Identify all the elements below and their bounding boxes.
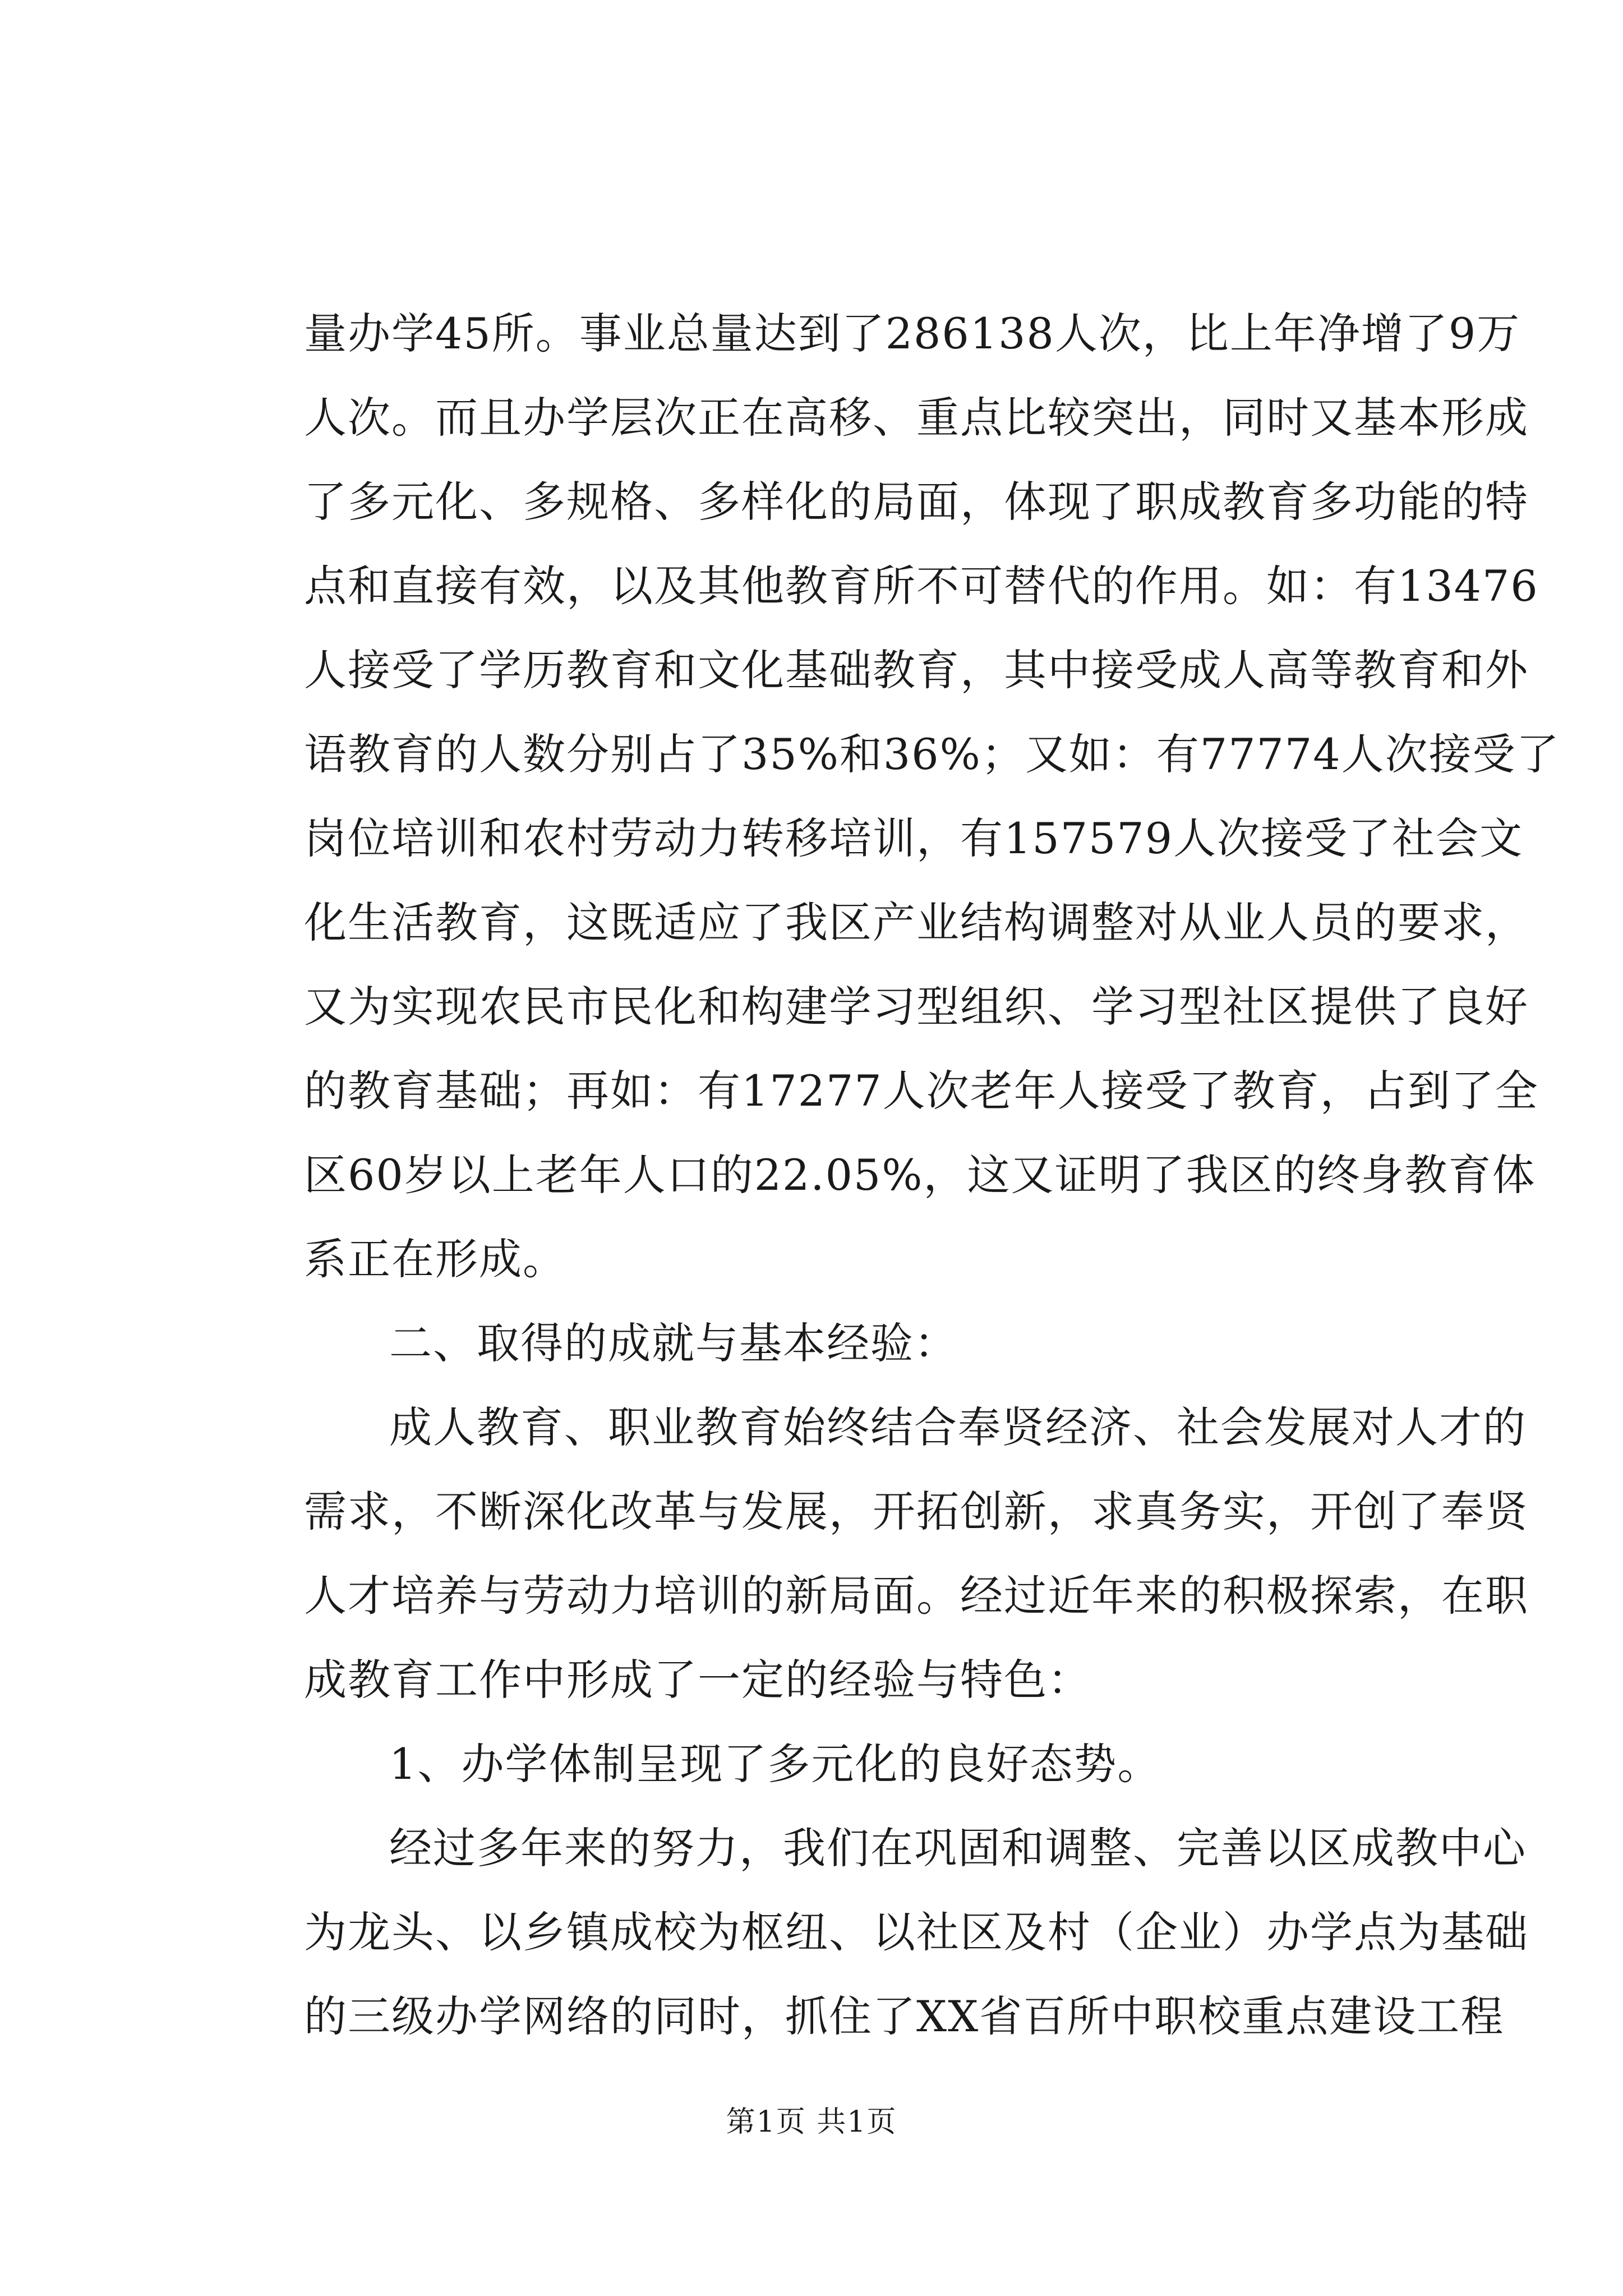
text-line: 成人教育、职业教育始终结合奉贤经济、社会发展对人才的 xyxy=(389,1402,1527,1452)
text-line: 点和直接有效，以及其他教育所不可替代的作用。如：有13476 xyxy=(304,561,1539,611)
text-line: 成教育工作中形成了一定的经验与特色： xyxy=(304,1655,1091,1705)
text-line: 人次。而且办学层次正在高移、重点比较突出，同时又基本形成 xyxy=(304,393,1529,443)
section-heading: 二、取得的成就与基本经验： xyxy=(389,1318,958,1368)
text-line: 经过多年来的努力，我们在巩固和调整、完善以区成教中心 xyxy=(389,1823,1527,1873)
text-line: 需求，不断深化改革与发展，开拓创新，求真务实，开创了奉贤 xyxy=(304,1487,1529,1536)
text-line: 区60岁以上老年人口的22.05%，这又证明了我区的终身教育体 xyxy=(304,1150,1536,1200)
text-line: 量办学45所。事业总量达到了286138人次，比上年净增了9万 xyxy=(304,309,1521,358)
text-line: 语教育的人数分别占了35%和36%；又如：有77774人次接受了 xyxy=(304,729,1560,779)
text-line: 系正在形成。 xyxy=(304,1234,566,1284)
text-line: 了多元化、多规格、多样化的局面，体现了职成教育多功能的特 xyxy=(304,477,1529,527)
text-line: 化生活教育，这既适应了我区产业结构调整对从业人员的要求， xyxy=(304,898,1529,947)
text-line: 岗位培训和农村劳动力转移培训，有157579人次接受了社会文 xyxy=(304,813,1524,863)
text-line: 为龙头、以乡镇成校为枢纽、以社区及村（企业）办学点为基础 xyxy=(304,1907,1529,1957)
text-line: 的教育基础；再如：有17277人次老年人接受了教育，占到了全 xyxy=(304,1066,1539,1116)
text-line: 又为实现农民市民化和构建学习型组织、学习型社区提供了良好 xyxy=(304,982,1529,1032)
body-text xyxy=(304,292,1560,2059)
page-number-footer: 第1页 共1页 xyxy=(726,2105,897,2139)
text-line: 人接受了学历教育和文化基础教育，其中接受成人高等教育和外 xyxy=(304,645,1529,695)
text-line: 的三级办学网络的同时，抓住了XX省百所中职校重点建设工程 xyxy=(304,1991,1505,2041)
subsection-heading: 1、办学体制呈现了多元化的良好态势。 xyxy=(389,1739,1161,1789)
text-line: 人才培养与劳动力培训的新局面。经过近年来的积极探索，在职 xyxy=(304,1571,1529,1621)
